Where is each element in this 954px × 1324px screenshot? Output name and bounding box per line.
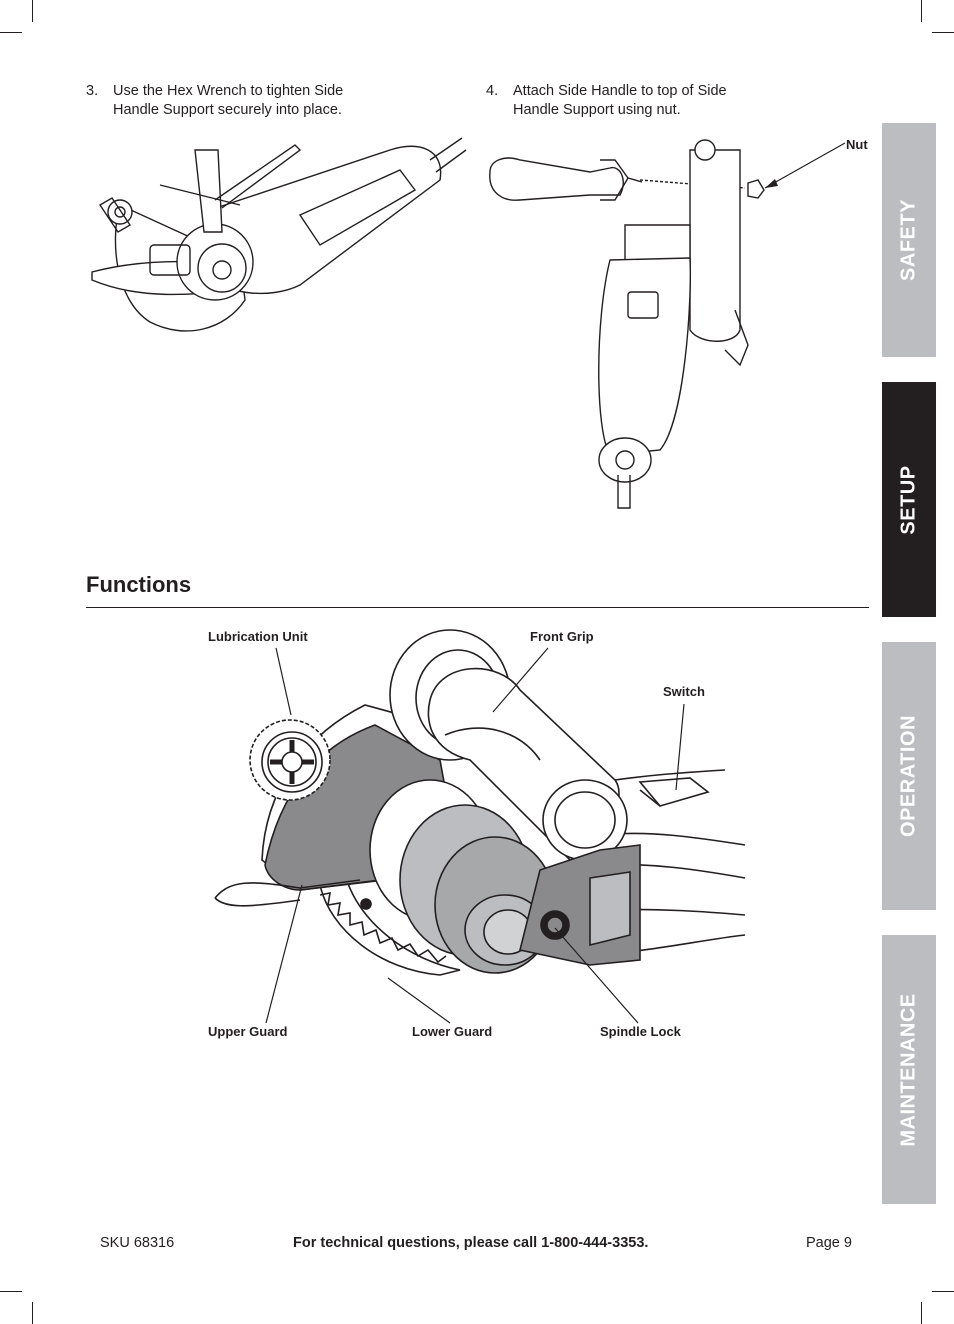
label-lubrication-unit: Lubrication Unit xyxy=(208,629,308,644)
tab-safety[interactable] xyxy=(882,123,936,357)
tab-maintenance-label: MAINTENANCE xyxy=(897,992,920,1147)
step-3-number: 3. xyxy=(86,83,99,99)
label-upper-guard: Upper Guard xyxy=(208,1024,288,1039)
step-3 xyxy=(86,82,416,122)
tab-operation[interactable] xyxy=(882,642,936,910)
footer-page-number: Page 9 xyxy=(806,1235,852,1251)
tab-setup[interactable] xyxy=(882,382,936,617)
crop-mark-top-left-h xyxy=(0,32,22,33)
footer-support: For technical questions, please call 1-800-444-3353. xyxy=(293,1235,649,1251)
crop-mark-top-right-h xyxy=(932,32,954,33)
footer-sku: SKU 68316 xyxy=(100,1235,175,1251)
crop-mark-top-left-v xyxy=(32,0,33,22)
crop-mark-top-right-v xyxy=(921,0,922,22)
crop-mark-bottom-right-v xyxy=(921,1302,922,1324)
label-switch: Switch xyxy=(663,684,705,699)
step-4-text: Attach Side Handle to top of Side Handle Support using nut. xyxy=(513,83,727,118)
label-lower-guard: Lower Guard xyxy=(412,1024,493,1039)
nut-callout-label: Nut xyxy=(846,137,868,152)
step-4-number: 4. xyxy=(486,83,499,99)
tab-operation-label: OPERATION xyxy=(897,715,920,837)
heading-rule xyxy=(86,607,869,608)
tab-safety-label: SAFETY xyxy=(897,199,920,281)
crop-mark-bottom-left-h xyxy=(0,1291,22,1292)
step-3-text: Use the Hex Wrench to tighten Side Handle Support securely into place. xyxy=(113,83,344,118)
crop-mark-bottom-left-v xyxy=(32,1302,33,1324)
step-4 xyxy=(486,82,816,122)
section-heading: Functions xyxy=(86,572,192,597)
tab-maintenance[interactable] xyxy=(882,935,936,1204)
label-spindle-lock: Spindle Lock xyxy=(600,1024,681,1039)
tab-setup-label: SETUP xyxy=(897,464,920,535)
crop-mark-bottom-right-h xyxy=(932,1291,954,1292)
label-front-grip: Front Grip xyxy=(530,629,594,644)
